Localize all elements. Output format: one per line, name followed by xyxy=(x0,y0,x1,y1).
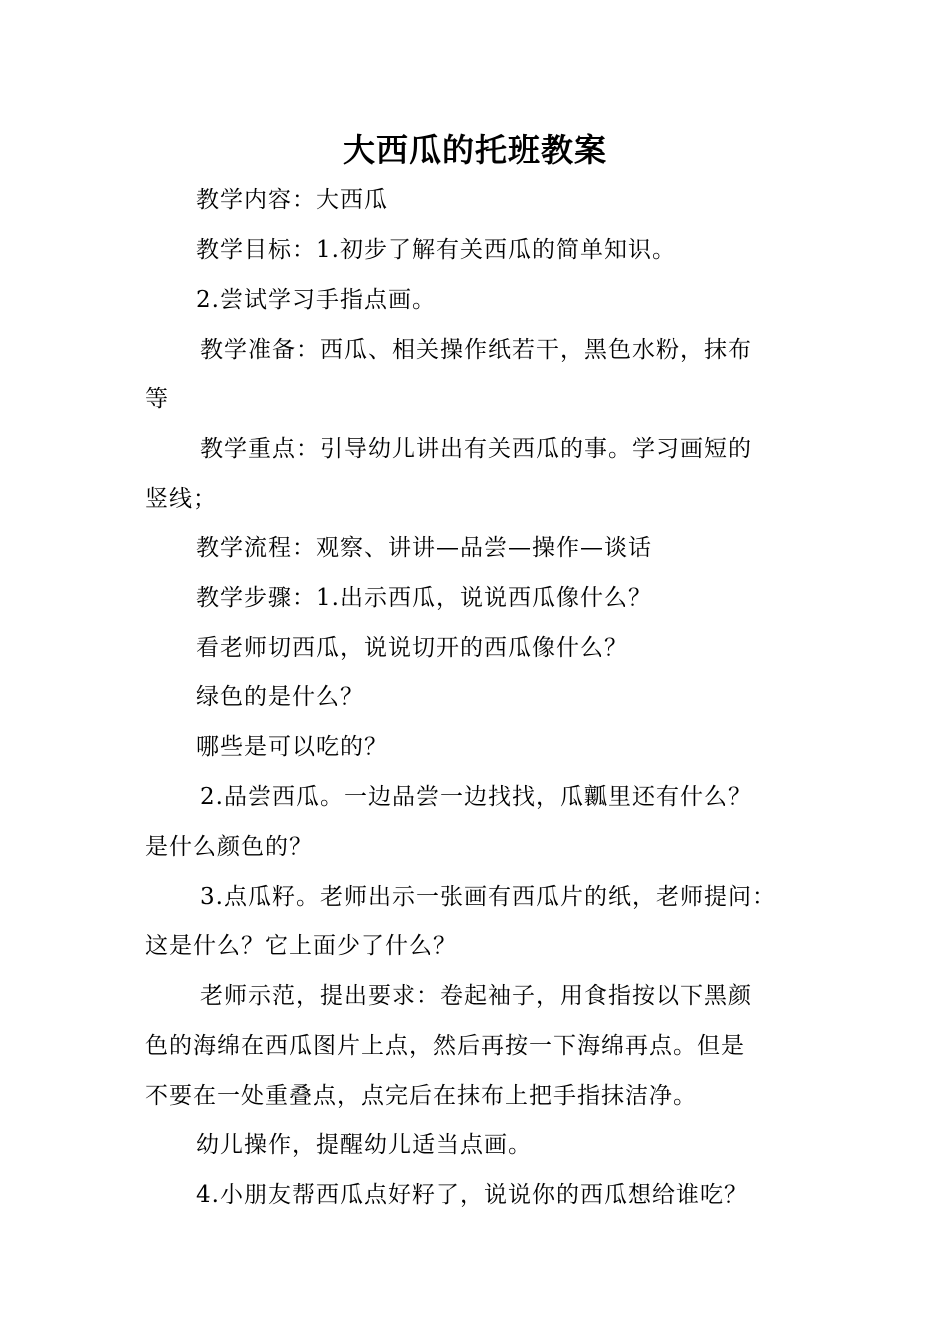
paragraph-line: 是什么颜色的？ xyxy=(145,834,313,860)
paragraph-line: 教学重点：引导幼儿讲出有关西瓜的事。学习画短的 xyxy=(200,436,752,462)
paragraph-line: 不要在一处重叠点，点完后在抹布上把手指抹洁净。 xyxy=(145,1083,697,1109)
paragraph-line: 色的海绵在西瓜图片上点，然后再按一下海绵再点。但是 xyxy=(145,1033,745,1059)
paragraph-line: 老师示范，提出要求：卷起袖子，用食指按以下黑颜 xyxy=(200,983,752,1009)
paragraph-line: 等 xyxy=(145,386,169,412)
paragraph-line: 教学准备：西瓜、相关操作纸若干，黑色水粉，抹布 xyxy=(200,337,752,363)
paragraph-line: 3.点瓜籽。老师出示一张画有西瓜片的纸，老师提问： xyxy=(200,884,776,910)
paragraph-line: 2.品尝西瓜。一边品尝一边找找，瓜瓤里还有什么？ xyxy=(200,784,752,810)
paragraph-line: 教学流程：观察、讲讲—品尝—操作—谈话 xyxy=(196,535,652,561)
paragraph-line: 绿色的是什么？ xyxy=(196,684,364,710)
paragraph-line: 教学目标：1.初步了解有关西瓜的简单知识。 xyxy=(196,237,676,263)
paragraph-line: 竖线； xyxy=(145,486,217,512)
paragraph-line: 哪些是可以吃的？ xyxy=(196,734,388,760)
paragraph-line: 这是什么？它上面少了什么？ xyxy=(145,933,457,959)
paragraph-line: 教学内容：大西瓜 xyxy=(196,187,388,213)
paragraph-line: 幼儿操作，提醒幼儿适当点画。 xyxy=(196,1132,532,1158)
paragraph-line: 2.尝试学习手指点画。 xyxy=(196,287,436,313)
paragraph-line: 看老师切西瓜，说说切开的西瓜像什么？ xyxy=(196,635,628,661)
paragraph-line: 教学步骤：1.出示西瓜，说说西瓜像什么？ xyxy=(196,585,652,611)
paragraph-line: 4.小朋友帮西瓜点好籽了，说说你的西瓜想给谁吃？ xyxy=(196,1182,748,1208)
document-title: 大西瓜的托班教案 xyxy=(342,131,607,169)
